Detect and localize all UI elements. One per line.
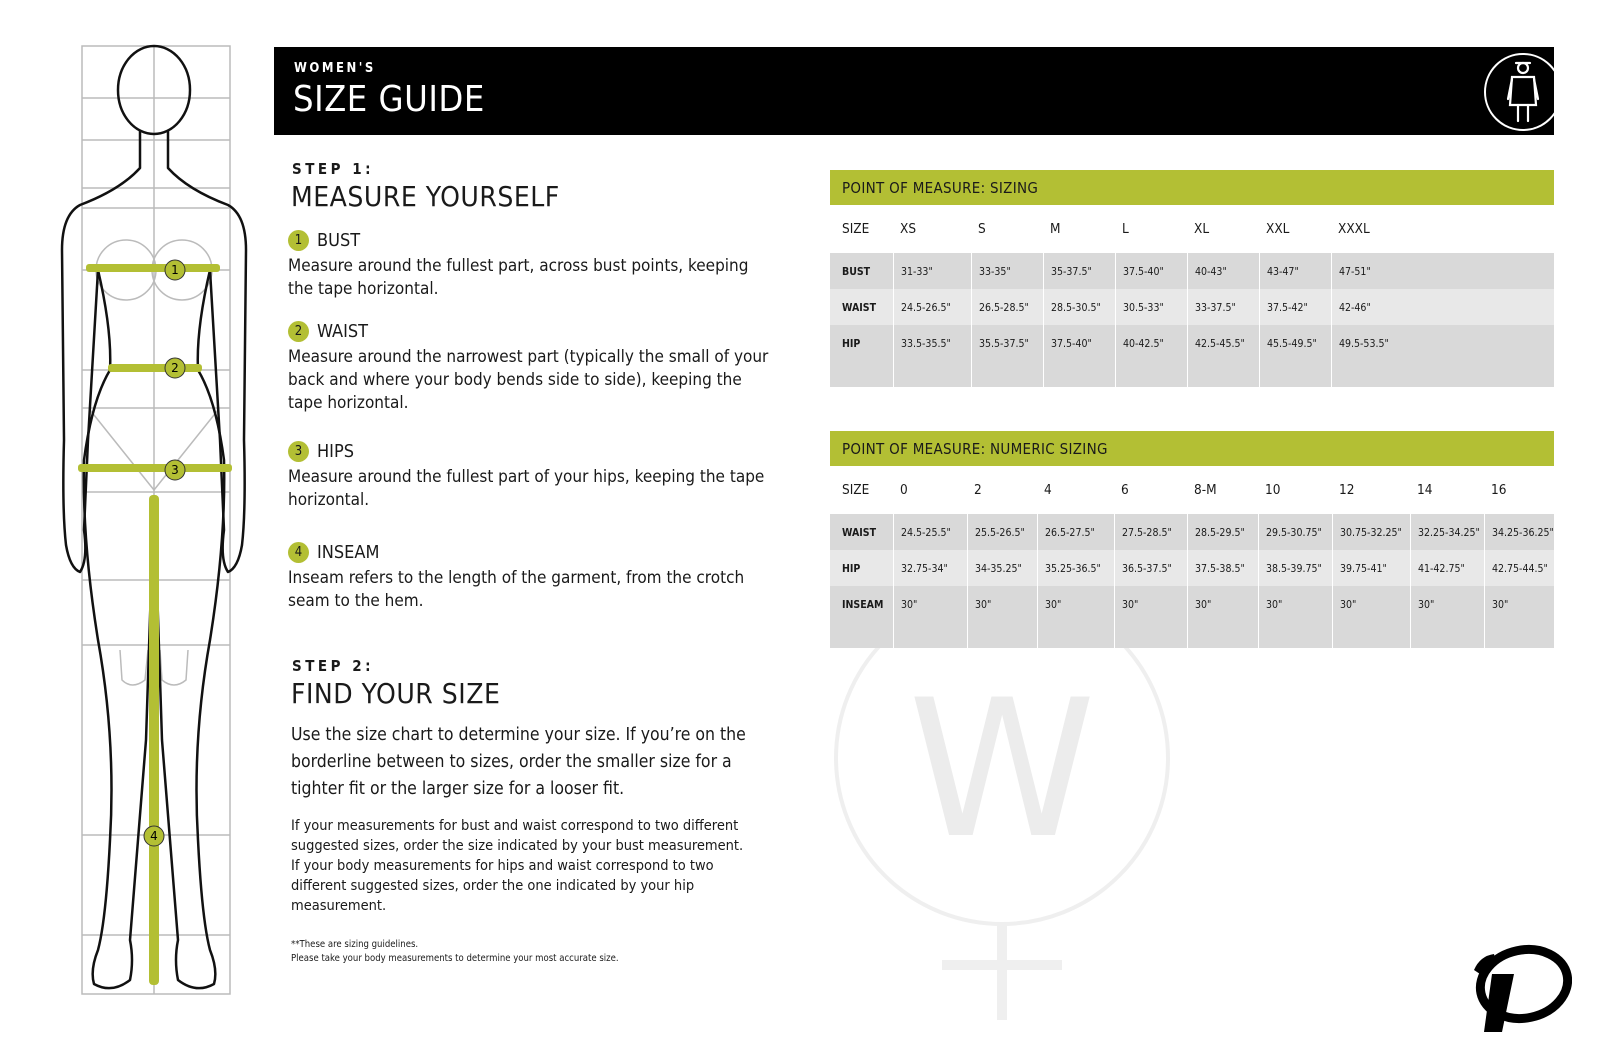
row-label: INSEAM	[842, 599, 884, 611]
row-label: WAIST	[842, 302, 877, 314]
measure-description: Measure around the fullest part, across bust points, keeping the tape horizontal.	[288, 256, 749, 299]
woman-figure-icon	[1482, 51, 1554, 133]
table-cell: 29.5-30.75"	[1258, 514, 1332, 550]
column-header: L	[1122, 221, 1129, 237]
table-cell: 30"	[1484, 586, 1554, 648]
number-badge: 1	[288, 230, 309, 251]
column-header: XXL	[1266, 221, 1290, 237]
table-cell: 35.25-36.5"	[1037, 550, 1114, 586]
number-badge: 3	[288, 441, 309, 462]
column-header: 6	[1121, 482, 1129, 498]
table-cell: 27.5-28.5"	[1114, 514, 1187, 550]
body-measurement-figure	[50, 40, 250, 1020]
table-row	[830, 514, 1554, 550]
table-cell: 42.5-45.5"	[1187, 325, 1259, 387]
header-overline: WOMEN'S	[294, 61, 376, 76]
table-cell: 30"	[893, 586, 967, 648]
measure-description: Inseam refers to the length of the garment, from the crotch seam to the hem.	[288, 568, 745, 611]
table-cell: 32.75-34"	[893, 550, 967, 586]
table-cell: 45.5-49.5"	[1259, 325, 1331, 387]
column-header: 14	[1417, 482, 1433, 498]
table-cell: 47-51"	[1331, 253, 1554, 289]
step2-title: FIND YOUR SIZE	[291, 677, 501, 710]
marker-1: 1	[171, 263, 179, 277]
table-row	[830, 325, 1554, 387]
title-banner	[274, 47, 1554, 135]
column-header: XXXL	[1338, 221, 1370, 237]
measure-waist	[288, 320, 778, 415]
measure-description: Measure around the narrowest part (typically the small of your back and where your body bends side to side), keeping the tape horizontal.	[288, 347, 769, 413]
column-header: 12	[1339, 482, 1355, 498]
number-badge: 2	[288, 321, 309, 342]
table-cell: 24.5-25.5"	[893, 514, 967, 550]
table-title: POINT OF MEASURE: SIZING	[830, 170, 1554, 205]
measure-description: Measure around the fullest part of your hips, keeping the tape horizontal.	[288, 467, 765, 510]
column-header: 16	[1491, 482, 1507, 498]
column-header: SIZE	[842, 221, 870, 237]
table-cell: 24.5-26.5"	[893, 289, 971, 325]
table-cell: 34-35.25"	[967, 550, 1037, 586]
table-cell: 33-37.5"	[1187, 289, 1259, 325]
column-header: 10	[1265, 482, 1281, 498]
measure-name: HIPS	[317, 440, 355, 462]
row-label: BUST	[842, 266, 871, 278]
column-header: M	[1050, 221, 1061, 237]
step1-label: STEP 1:	[292, 160, 375, 178]
sizing-table	[830, 170, 1554, 387]
step2-label: STEP 2:	[292, 657, 375, 675]
table-cell: 30"	[1410, 586, 1484, 648]
table-cell: 42-46"	[1331, 289, 1554, 325]
column-header: 8-M	[1194, 482, 1217, 498]
table-cell: 37.5-38.5"	[1187, 550, 1258, 586]
table-row	[830, 550, 1554, 586]
table-row	[830, 289, 1554, 325]
number-badge: 4	[288, 542, 309, 563]
find-size-detail: If your measurements for bust and waist correspond to two different suggested sizes, order the size indicated by your bust measurement. If your body measurements for hips and waist correspond to two different suggested sizes, order the one indicated by your hip measurement.	[291, 818, 744, 914]
table-cell: 35.5-37.5"	[971, 325, 1043, 387]
table-cell: 26.5-27.5"	[1037, 514, 1114, 550]
brand-logo-icon	[1462, 944, 1572, 1036]
female-symbol-icon	[830, 620, 1175, 1030]
column-header: SIZE	[842, 482, 870, 498]
column-header: 0	[900, 482, 908, 498]
marker-3: 3	[171, 463, 179, 477]
table-cell: 26.5-28.5"	[971, 289, 1043, 325]
table-cell: 30"	[1114, 586, 1187, 648]
column-header: S	[978, 221, 986, 237]
table-cell: 28.5-29.5"	[1187, 514, 1258, 550]
table-header-row	[830, 466, 1554, 514]
table-cell: 30"	[1187, 586, 1258, 648]
marker-4: 4	[150, 829, 158, 843]
watermark-letter: W	[908, 659, 1096, 880]
table-cell: 39.75-41"	[1332, 550, 1410, 586]
table-cell: 42.75-44.5"	[1484, 550, 1554, 586]
table-cell: 37.5-42"	[1259, 289, 1331, 325]
table-cell: 30"	[1037, 586, 1114, 648]
row-label: HIP	[842, 563, 861, 575]
row-label: WAIST	[842, 527, 877, 539]
table-cell: 32.25-34.25"	[1410, 514, 1484, 550]
table-cell: 43-47"	[1259, 253, 1331, 289]
column-header: XS	[900, 221, 917, 237]
row-label: HIP	[842, 338, 861, 350]
column-header: 4	[1044, 482, 1052, 498]
table-cell: 38.5-39.75"	[1258, 550, 1332, 586]
table-cell: 35-37.5"	[1043, 253, 1115, 289]
table-cell: 40-42.5"	[1115, 325, 1187, 387]
table-cell: 41-42.75"	[1410, 550, 1484, 586]
find-size-paragraph: Use the size chart to determine your size. If you’re on the borderline between to sizes, order the smaller size for a tighter fit or the larger size for a looser fit.	[291, 725, 746, 799]
table-cell: 37.5-40"	[1115, 253, 1187, 289]
table-cell: 30"	[1258, 586, 1332, 648]
table-cell: 37.5-40"	[1043, 325, 1115, 387]
numeric-sizing-table	[830, 431, 1554, 648]
table-cell: 30.5-33"	[1115, 289, 1187, 325]
measure-name: WAIST	[317, 320, 369, 342]
measure-bust	[288, 229, 778, 301]
measure-hips	[288, 440, 778, 512]
table-cell: 36.5-37.5"	[1114, 550, 1187, 586]
marker-2: 2	[171, 361, 179, 375]
note-line-1: **These are sizing guidelines.	[291, 939, 419, 950]
step1-title: MEASURE YOURSELF	[291, 180, 560, 213]
table-cell: 31-33"	[893, 253, 971, 289]
table-cell: 49.5-53.5"	[1331, 325, 1554, 387]
table-row	[830, 253, 1554, 289]
table-cell: 25.5-26.5"	[967, 514, 1037, 550]
measure-name: BUST	[317, 229, 361, 251]
sizing-note	[291, 938, 751, 965]
table-cell: 40-43"	[1187, 253, 1259, 289]
table-title: POINT OF MEASURE: NUMERIC SIZING	[830, 431, 1554, 466]
measure-inseam	[288, 541, 778, 613]
table-cell: 30"	[967, 586, 1037, 648]
column-header: 2	[974, 482, 982, 498]
table-cell: 30.75-32.25"	[1332, 514, 1410, 550]
table-header-row	[830, 205, 1554, 253]
table-cell: 34.25-36.25"	[1484, 514, 1554, 550]
table-cell: 33.5-35.5"	[893, 325, 971, 387]
column-header: XL	[1194, 221, 1210, 237]
table-cell: 30"	[1332, 586, 1410, 648]
table-cell: 28.5-30.5"	[1043, 289, 1115, 325]
page-title: SIZE GUIDE	[293, 79, 485, 120]
table-cell: 33-35"	[971, 253, 1043, 289]
measure-name: INSEAM	[317, 541, 380, 563]
note-line-2: Please take your body measurements to determine your most accurate size.	[291, 952, 619, 964]
table-row	[830, 586, 1554, 648]
